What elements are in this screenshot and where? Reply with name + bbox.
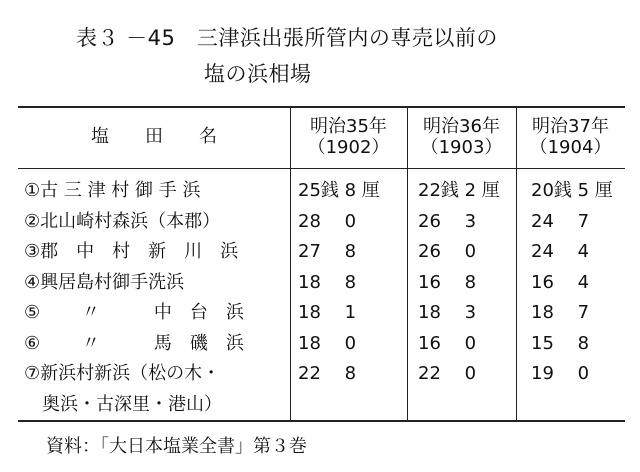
price-1903: 26 0 bbox=[418, 241, 477, 262]
table-row bbox=[18, 329, 625, 360]
salt-field-name: ⑤ 〃 中 台 浜 bbox=[24, 302, 244, 323]
price-1904: 16 4 bbox=[531, 271, 590, 293]
price-1904: 24 7 bbox=[531, 210, 590, 232]
price-1904: 20銭 5 厘 bbox=[531, 180, 613, 201]
price-1903: 16 8 bbox=[418, 271, 477, 293]
salt-field-name: ③郡 中 村 新 川 浜 bbox=[24, 241, 239, 262]
header-year-1903-label: 明治36年 bbox=[423, 116, 500, 137]
price-1902: 28 0 bbox=[298, 210, 357, 232]
header-salt-field-name: 塩 田 名 bbox=[91, 126, 217, 147]
header-year-1902 bbox=[290, 116, 407, 158]
table-row bbox=[18, 207, 625, 238]
table-row bbox=[18, 268, 625, 299]
table-row bbox=[18, 390, 625, 421]
table-row bbox=[18, 298, 625, 329]
price-1902: 18 0 bbox=[298, 332, 357, 354]
table-body bbox=[18, 176, 625, 420]
header-year-1904-label: 明治37年 bbox=[532, 116, 609, 137]
header-year-1904 bbox=[516, 116, 625, 158]
header-year-1902-ad: （1902） bbox=[307, 137, 390, 158]
price-1903: 22銭 2 厘 bbox=[418, 180, 500, 201]
salt-field-name-continued: 奥浜・古深里・港山） bbox=[24, 393, 222, 415]
price-1903: 18 3 bbox=[418, 302, 477, 323]
price-1903: 22 0 bbox=[418, 363, 477, 384]
salt-field-name: ⑦新浜村新浜（松の木・ bbox=[24, 363, 221, 384]
header-year-1902-label: 明治35年 bbox=[310, 116, 387, 137]
salt-field-name: ②北山崎村森浜（本郡） bbox=[24, 210, 221, 232]
table-title-line1: 表３ －45 三津浜出張所管内の専売以前の bbox=[76, 26, 498, 50]
price-1903: 26 3 bbox=[418, 210, 477, 232]
table-row bbox=[18, 359, 625, 390]
price-1902: 25銭 8 厘 bbox=[298, 180, 380, 201]
price-1904: 24 4 bbox=[531, 241, 590, 262]
table-title-line2: 塩の浜相場 bbox=[204, 62, 312, 86]
price-1902: 22 8 bbox=[298, 363, 357, 384]
header-divider bbox=[18, 168, 625, 169]
salt-field-name: ⑥ 〃 馬 磯 浜 bbox=[24, 332, 244, 354]
salt-field-name: ①古 三 津 村 御 手 浜 bbox=[24, 180, 201, 201]
price-1902: 27 8 bbox=[298, 241, 357, 262]
price-1902: 18 1 bbox=[298, 302, 357, 323]
price-table bbox=[18, 106, 625, 422]
price-1904: 15 8 bbox=[531, 332, 590, 354]
header-year-1903-ad: （1903） bbox=[420, 137, 503, 158]
price-1904: 18 7 bbox=[531, 302, 590, 323]
header-year-1903 bbox=[407, 116, 516, 158]
source-note: 資料：「大日本塩業全書」第３巻 bbox=[46, 436, 307, 457]
price-1902: 18 8 bbox=[298, 271, 357, 293]
header-year-1904-ad: （1904） bbox=[529, 137, 612, 158]
price-1904: 19 0 bbox=[531, 363, 590, 384]
price-1903: 16 0 bbox=[418, 332, 477, 354]
table-row bbox=[18, 237, 625, 268]
salt-field-name: ④興居島村御手洗浜 bbox=[24, 271, 185, 293]
table-row bbox=[18, 176, 625, 207]
